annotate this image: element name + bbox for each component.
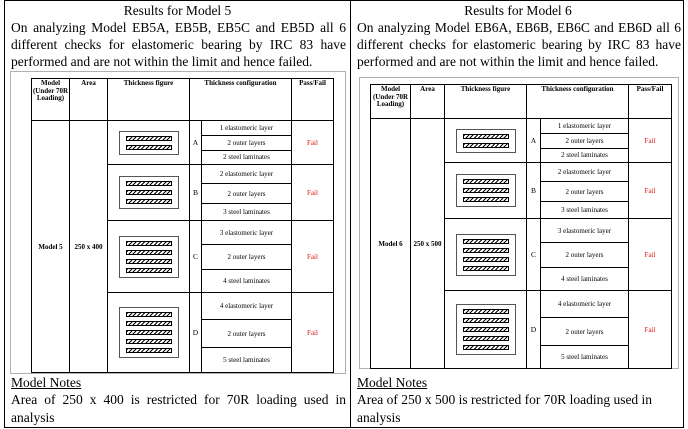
config-line: 3 steel laminates <box>223 207 270 216</box>
config-line: 1 elastomeric layer <box>202 122 291 136</box>
config-line: 2 outer layers <box>541 182 628 202</box>
status-badge: Fail <box>629 119 672 163</box>
bearing-figure <box>119 131 179 155</box>
model6-intro-line-1: On analyzing Model EB6A, EB6B, EB6C and EB6D all 6 <box>357 20 681 35</box>
bearing-figure <box>456 304 516 355</box>
model6-notes <box>357 391 681 427</box>
header-thickness: Thickness figure <box>445 85 527 119</box>
model5-intro-line-3: performed and are not within the limit and hence failed. <box>11 54 313 69</box>
row-letter: D <box>190 293 202 373</box>
model6-intro <box>357 19 681 70</box>
model5-notes-line-2: analysis <box>11 410 55 425</box>
model6-panel <box>351 1 685 428</box>
thickness-figure-d <box>108 293 190 373</box>
config-line: 2 outer layers <box>202 184 291 204</box>
config-line: 5 steel laminates <box>223 355 270 364</box>
model5-notes <box>11 391 346 427</box>
config-line: 2 elastomeric layer <box>202 166 291 184</box>
bearing-figure <box>456 174 516 207</box>
row-letter: B <box>190 165 202 221</box>
config-line: 2 outer layers <box>541 243 628 268</box>
status-badge: Fail <box>292 121 334 165</box>
thickness-figure-a <box>445 119 527 163</box>
model6-intro-line-2: different checks for elastomeric bearing by IRC 83 have <box>357 37 681 52</box>
config-cell <box>202 121 292 165</box>
config-line: 4 elastomeric layer <box>541 292 628 318</box>
model5-notes-title: Model Notes <box>11 375 82 390</box>
thickness-figure-d <box>445 291 527 369</box>
config-line: 4 steel laminates <box>561 274 608 283</box>
status-badge: Fail <box>629 291 672 369</box>
model6-title: Results for Model 6 <box>464 3 572 18</box>
config-cell <box>541 163 629 219</box>
config-line: 2 steel laminates <box>223 153 270 162</box>
config-cell <box>202 221 292 293</box>
row-letter: C <box>527 219 541 291</box>
bearing-figure <box>119 236 179 278</box>
thickness-figure-c <box>445 219 527 291</box>
config-line: 4 elastomeric layer <box>202 294 291 320</box>
config-line: 3 elastomeric layer <box>541 220 628 243</box>
config-line: 3 steel laminates <box>561 205 608 214</box>
model5-results-table <box>31 78 334 373</box>
thickness-figure-c <box>108 221 190 293</box>
config-cell <box>541 291 629 369</box>
model5-panel <box>5 1 350 428</box>
config-line: 4 steel laminates <box>223 276 270 285</box>
area-cell: 250 x 500 <box>411 119 445 369</box>
status-badge: Fail <box>629 219 672 291</box>
config-cell <box>202 165 292 221</box>
header-pass-fail: Pass/Fail <box>292 79 334 121</box>
model-cell: Model 5 <box>32 121 70 373</box>
model5-notes-line-1: Area of 250 x 400 is restricted for 70R loading used in <box>11 392 346 407</box>
config-line: 5 steel laminates <box>561 352 608 361</box>
header-pass-fail: Pass/Fail <box>629 85 672 119</box>
config-line: 2 outer layers <box>202 245 291 270</box>
config-line: 1 elastomeric layer <box>541 120 628 134</box>
model5-intro-line-1: On analyzing Model EB5A, EB5B, EB5C and EB5D all 6 <box>11 20 346 35</box>
row-letter: D <box>527 291 541 369</box>
row-letter: A <box>527 119 541 163</box>
thickness-figure-b <box>445 163 527 219</box>
area-cell: 250 x 400 <box>70 121 108 373</box>
header-config: Thickness configuration <box>527 85 629 119</box>
model6-notes-title: Model Notes <box>357 375 428 390</box>
config-line: 2 elastomeric layer <box>541 164 628 182</box>
row-letter: C <box>190 221 202 293</box>
header-config: Thickness configuration <box>190 79 292 121</box>
bearing-figure <box>119 307 179 358</box>
config-cell <box>541 119 629 163</box>
bearing-figure <box>456 234 516 276</box>
thickness-figure-b <box>108 165 190 221</box>
header-model: Model (Under 70R Loading) <box>32 79 70 121</box>
bearing-figure <box>119 176 179 209</box>
model5-intro <box>11 19 346 70</box>
config-line: 2 outer layers <box>202 320 291 348</box>
bearing-figure <box>456 129 516 153</box>
status-badge: Fail <box>292 221 334 293</box>
model6-notes-line-1: Area of 250 x 500 is restricted for 70R loading used in <box>357 392 653 407</box>
results-document <box>4 0 684 428</box>
config-cell <box>202 293 292 373</box>
model5-title: Results for Model 5 <box>123 3 232 18</box>
status-badge: Fail <box>292 293 334 373</box>
thickness-figure-a <box>108 121 190 165</box>
model6-notes-line-2: analysis <box>357 410 401 425</box>
model6-intro-line-3: performed and are not within the limit and hence failed. <box>357 54 659 69</box>
model6-results-table <box>370 84 672 369</box>
model-cell: Model 6 <box>371 119 411 369</box>
header-area: Area <box>70 79 108 121</box>
status-badge: Fail <box>292 165 334 221</box>
row-letter: B <box>527 163 541 219</box>
config-line: 3 elastomeric layer <box>202 222 291 245</box>
header-model: Model (Under 70R Loading) <box>371 85 411 119</box>
config-cell <box>541 219 629 291</box>
model6-table-image <box>359 77 679 369</box>
header-thickness: Thickness figure <box>108 79 190 121</box>
config-line: 2 outer layers <box>202 136 291 151</box>
config-line: 2 outer layers <box>541 318 628 346</box>
config-line: 2 outer layers <box>541 134 628 149</box>
row-letter: A <box>190 121 202 165</box>
model5-table-image <box>10 71 346 374</box>
header-area: Area <box>411 85 445 119</box>
config-line: 2 steel laminates <box>561 151 608 160</box>
status-badge: Fail <box>629 163 672 219</box>
model5-intro-line-2: different checks for elastomeric bearing by IRC 83 have <box>11 37 346 52</box>
